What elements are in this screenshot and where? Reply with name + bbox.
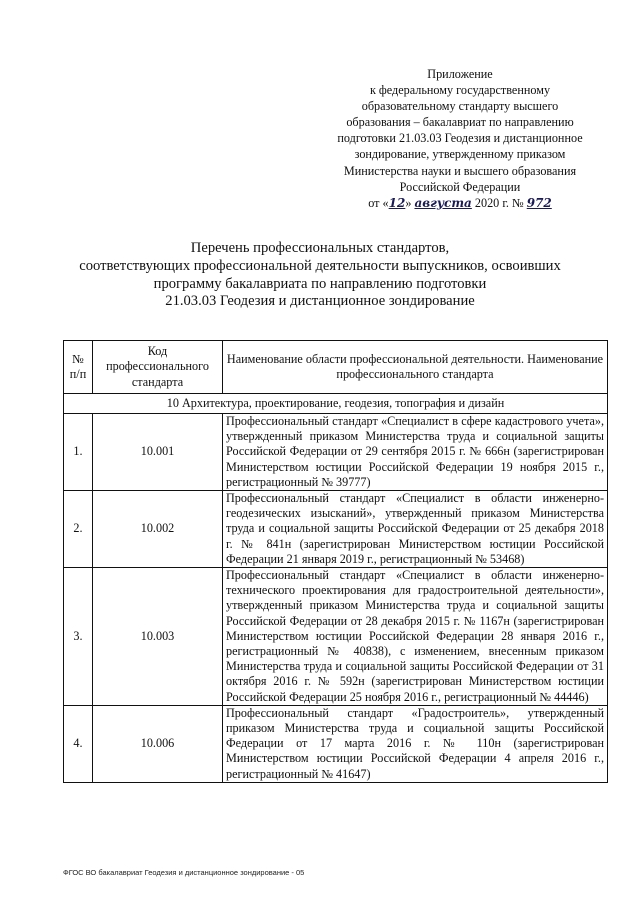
table-row	[64, 491, 608, 568]
appendix-line: образовательному стандарту высшего	[361, 99, 559, 114]
appendix-line: к федеральному государственному	[369, 83, 551, 98]
date-prefix: от «	[368, 195, 389, 210]
handwritten-month: августа	[414, 195, 472, 210]
order-date-line	[300, 195, 620, 211]
title-line: 21.03.03 Геодезия и дистанционное зондирование	[165, 293, 475, 310]
title-line: соответствующих профессиональной деятельности выпускников, освоивших	[79, 257, 561, 274]
standard-code: 10.003	[93, 568, 223, 706]
standards-table	[63, 340, 608, 783]
table-row	[64, 705, 608, 782]
standard-code: 10.006	[93, 705, 223, 782]
standard-description: Профессиональный стандарт «Специалист в области инженерно-технического проектирования для градостроительной деятельности», утвержденный приказом Министерства труда и социальной защиты Российской Федерации от 28 декабря 2015 г. № 1167н (зарегистрирован Министерством юстиции Российской Федерации 28 января 2016 г., регистрационный № 40838), с изменением, внесенным приказом Министерства труда и социальной защиты Российской Федерации от 31 октября 2016 г. № 592н (зарегистрирован Министерством юстиции Российской Федерации 25 ноября 2016 г., регистрационный № 44446)	[223, 568, 608, 706]
title-line: программу бакалавриата по направлению подготовки	[153, 275, 487, 292]
header-number: № п/п	[64, 341, 93, 394]
handwritten-day: 12	[388, 195, 406, 210]
section-title: 10 Архитектура, проектирование, геодезия, топография и дизайн	[64, 394, 608, 414]
appendix-line: подготовки 21.03.03 Геодезия и дистанционное	[337, 131, 583, 146]
appendix-line: Приложение	[427, 67, 493, 81]
row-number: 2.	[64, 491, 93, 568]
table-header-row	[64, 341, 608, 394]
document-title	[30, 240, 610, 311]
header-name: Наименование области профессиональной деятельности. Наименование профессионального стандарта	[223, 341, 608, 394]
appendix-line: Министерства науки и высшего образования	[343, 163, 577, 178]
table-row	[64, 568, 608, 706]
standard-description: Профессиональный стандарт «Специалист в области инженерно-геодезических изысканий», утвержденный приказом Министерства труда и социальной защиты Российской Федерации от 25 декабря 2018 г. № 841н (зарегистрирован Министерством юстиции Российской Федерации 21 января 2019 г., регистрационный № 53468)	[223, 491, 608, 568]
appendix-line: образования – бакалавриат по направлению	[346, 115, 574, 130]
appendix-line: зондирование, утвержденному приказом	[354, 147, 566, 162]
appendix-line: Российской Федерации	[399, 179, 521, 194]
page-footer: ФГОС ВО бакалавриат Геодезия и дистанционное зондирование - 05	[63, 868, 305, 877]
standard-description: Профессиональный стандарт «Градостроитель», утвержденный приказом Министерства труда и социальной защиты Российской Федерации от 17 марта 2016 г. № 110н (зарегистрирован Министерством юстиции Российской Федерации 4 апреля 2016 г., регистрационный № 41647)	[223, 705, 608, 782]
title-line: Перечень профессиональных стандартов,	[190, 240, 450, 256]
row-number: 3.	[64, 568, 93, 706]
standard-description: Профессиональный стандарт «Специалист в сфере кадастрового учета», утвержденный приказом Министерства труда и социальной защиты Российской Федерации от 29 сентября 2015 г. № 666н (зарегистрирован Министерством юстиции Российской Федерации 19 ноября 2015 г., регистрационный № 39777)	[223, 414, 608, 491]
header-code: Код профессионального стандарта	[93, 341, 223, 394]
appendix-header	[300, 66, 620, 211]
handwritten-order-number: 972	[526, 195, 552, 210]
standard-code: 10.001	[93, 414, 223, 491]
row-number: 4.	[64, 705, 93, 782]
standard-code: 10.002	[93, 491, 223, 568]
date-year: 2020 г. №	[471, 195, 527, 210]
table-row	[64, 414, 608, 491]
row-number: 1.	[64, 414, 93, 491]
date-separator: »	[405, 195, 415, 210]
section-row	[64, 394, 608, 414]
